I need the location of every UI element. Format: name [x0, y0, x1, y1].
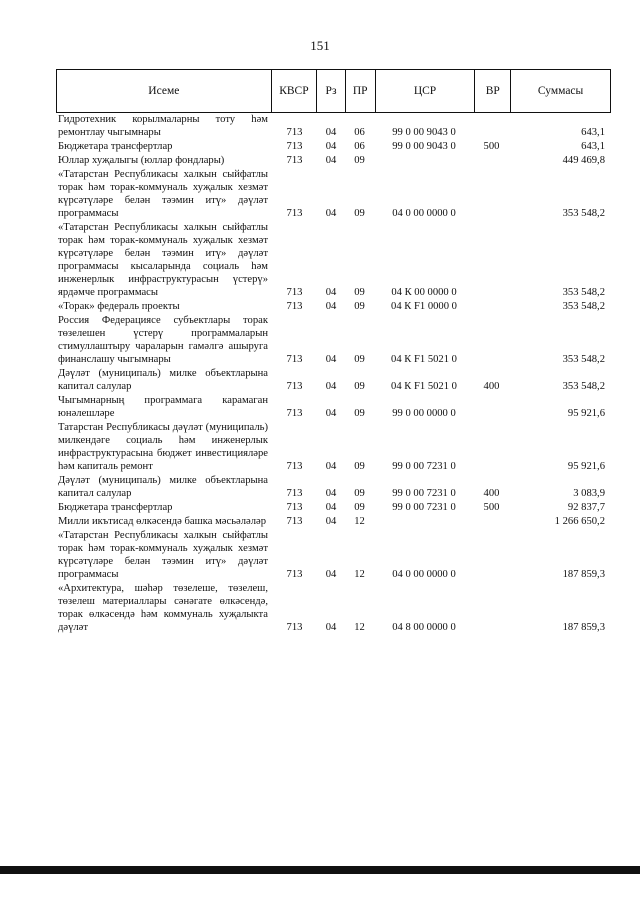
- cell-rz: 04: [325, 381, 337, 392]
- cell-vr: 500: [483, 141, 500, 152]
- cell-pr: 06: [354, 141, 365, 152]
- table-row: [56, 474, 611, 501]
- header-pr: ПР: [346, 70, 376, 112]
- cell-csr: 99 0 00 9043 0: [392, 141, 456, 152]
- table-row: [56, 221, 611, 300]
- table-row: [56, 421, 611, 474]
- table-row: [56, 515, 611, 529]
- cell-pr: 09: [354, 488, 365, 499]
- cell-pr: 06: [354, 127, 365, 138]
- cell-rz: 04: [325, 569, 337, 580]
- cell-name: «Татарстан Республикасы халкын сыйфатлы торак һәм торак-коммуналь хуҗалык хезмәт күрсәтүләре белән тәэмин итү» дәүләт программасы: [58, 530, 268, 580]
- cell-csr: 04 К F1 5021 0: [391, 381, 457, 392]
- cell-pr: 09: [354, 287, 365, 298]
- cell-vr: 400: [483, 488, 500, 499]
- cell-name: Дәүләт (муниципаль) милке объектларына капитал салулар: [58, 368, 268, 392]
- cell-rz: 04: [325, 127, 337, 138]
- cell-name: Чыгымнарның программага карамаган юнәлешләре: [58, 395, 268, 419]
- cell-sum: 95 921,6: [567, 408, 605, 419]
- cell-sum: 353 548,2: [562, 208, 605, 219]
- table-row: [56, 314, 611, 367]
- table-row: [56, 394, 611, 421]
- cell-pr: 12: [354, 516, 365, 527]
- cell-sum: 353 548,2: [562, 287, 605, 298]
- page-bottom-bar: [0, 866, 640, 874]
- cell-sum: 1 266 650,2: [554, 516, 605, 527]
- header-vr: ВР: [475, 70, 511, 112]
- cell-csr: 99 0 00 7231 0: [392, 502, 456, 513]
- table-row: [56, 501, 611, 515]
- cell-sum: 92 837,7: [567, 502, 605, 513]
- cell-csr: 04 0 00 0000 0: [392, 208, 456, 219]
- cell-name: Бюджетара трансфертлар: [58, 502, 173, 513]
- cell-csr: 04 К F1 5021 0: [391, 354, 457, 365]
- cell-pr: 09: [354, 381, 365, 392]
- cell-pr: 09: [354, 461, 365, 472]
- cell-rz: 04: [325, 516, 337, 527]
- cell-name: Бюджетара трансфертлар: [58, 141, 173, 152]
- cell-rz: 04: [325, 141, 337, 152]
- cell-pr: 09: [354, 354, 365, 365]
- table-row: [56, 154, 611, 168]
- cell-kvsr: 713: [286, 301, 303, 312]
- cell-kvsr: 713: [286, 502, 303, 513]
- cell-csr: 04 К F1 0000 0: [391, 301, 457, 312]
- table-row: [56, 529, 611, 582]
- table-row: [56, 140, 611, 154]
- cell-pr: 12: [354, 622, 365, 633]
- cell-sum: 353 548,2: [562, 354, 605, 365]
- cell-sum: 95 921,6: [567, 461, 605, 472]
- cell-kvsr: 713: [286, 461, 303, 472]
- cell-pr: 09: [354, 301, 365, 312]
- cell-pr: 09: [354, 408, 365, 419]
- table-body: [56, 113, 611, 635]
- table-row: [56, 300, 611, 314]
- cell-kvsr: 713: [286, 622, 303, 633]
- cell-rz: 04: [325, 208, 337, 219]
- cell-kvsr: 713: [286, 488, 303, 499]
- cell-kvsr: 713: [286, 516, 303, 527]
- cell-kvsr: 713: [286, 208, 303, 219]
- cell-csr: 99 0 00 7231 0: [392, 461, 456, 472]
- cell-rz: 04: [325, 622, 337, 633]
- cell-pr: 09: [354, 208, 365, 219]
- cell-kvsr: 713: [286, 141, 303, 152]
- cell-rz: 04: [325, 488, 337, 499]
- cell-kvsr: 713: [286, 155, 303, 166]
- cell-vr: 500: [483, 502, 500, 513]
- cell-pr: 12: [354, 569, 365, 580]
- cell-csr: 99 0 00 7231 0: [392, 488, 456, 499]
- cell-rz: 04: [325, 502, 337, 513]
- cell-name: Россия Федерациясе субъектлары торак төзелешен үстерү программаларын стимуллаштыру чараларын гамәлгә ашыруга финанслашу чыгымнары: [58, 315, 268, 365]
- table-row: [56, 168, 611, 221]
- cell-csr: 04 К 00 0000 0: [391, 287, 457, 298]
- cell-name: «Татарстан Республикасы халкын сыйфатлы торак һәм торак-коммуналь хуҗалык хезмәт күрсәтүләре белән тәэмин итү» дәүләт программасы: [58, 169, 268, 219]
- cell-name: «Архитектура, шәһәр төзелеше, төзелеш, төзелеш материаллары сәнәгате өлкәсендә, торак өлкәсендә һәм коммуналь хуҗалыкта дәүләт: [58, 583, 268, 633]
- cell-sum: 187 859,3: [562, 622, 605, 633]
- header-rz: Рз: [317, 70, 346, 112]
- cell-kvsr: 713: [286, 287, 303, 298]
- cell-name: Татарстан Республикасы дәүләт (муниципаль) милкендәге социаль һәм инженерлык инфраструктурасына бюджет инвестицияләре һәм капиталь ремонт: [58, 422, 268, 472]
- cell-sum: 643,1: [581, 127, 605, 138]
- cell-sum: 449 469,8: [562, 155, 605, 166]
- cell-name: «Татарстан Республикасы халкын сыйфатлы торак һәм торак-коммуналь хуҗалык хезмәт күрсәтүләре белән тәэмин итү» дәүләт программасы кысаларында социаль һәм инженерлык инфраструктурасын үстерү» ярдәмче программасы: [58, 222, 268, 298]
- cell-rz: 04: [325, 301, 337, 312]
- page-number: 151: [310, 38, 330, 53]
- cell-name: Милли икътисад өлкәсендә башка мәсьәләләр: [58, 516, 267, 527]
- cell-name: «Торак» федераль проекты: [58, 301, 180, 312]
- table-row: [56, 113, 611, 140]
- header-kvsr: КВСР: [272, 70, 318, 112]
- cell-rz: 04: [325, 155, 337, 166]
- cell-pr: 09: [354, 502, 365, 513]
- cell-csr: 04 8 00 0000 0: [392, 622, 456, 633]
- cell-sum: 643,1: [581, 141, 605, 152]
- cell-kvsr: 713: [286, 354, 303, 365]
- cell-rz: 04: [325, 354, 337, 365]
- table-header: [56, 69, 611, 113]
- header-csr: ЦСР: [376, 70, 476, 112]
- header-sum: Суммасы: [511, 70, 611, 112]
- cell-csr: 99 0 00 0000 0: [392, 408, 456, 419]
- cell-csr: 04 0 00 0000 0: [392, 569, 456, 580]
- cell-name: Гидротехник корылмаларны тоту һәм ремонтлау чыгымнары: [58, 114, 268, 138]
- cell-rz: 04: [325, 461, 337, 472]
- header-name: Исеме: [57, 70, 272, 112]
- cell-sum: 353 548,2: [562, 301, 605, 312]
- cell-name: Юллар хуҗалыгы (юллар фондлары): [58, 155, 225, 166]
- cell-vr: 400: [483, 381, 500, 392]
- cell-kvsr: 713: [286, 381, 303, 392]
- budget-table: [56, 69, 611, 635]
- table-row: [56, 582, 611, 635]
- cell-kvsr: 713: [286, 408, 303, 419]
- cell-kvsr: 713: [286, 569, 303, 580]
- cell-sum: 353 548,2: [562, 381, 605, 392]
- cell-name: Дәүләт (муниципаль) милке объектларына капитал салулар: [58, 475, 268, 499]
- cell-rz: 04: [325, 408, 337, 419]
- table-row: [56, 367, 611, 394]
- cell-sum: 187 859,3: [562, 569, 605, 580]
- cell-csr: 99 0 00 9043 0: [392, 127, 456, 138]
- cell-kvsr: 713: [286, 127, 303, 138]
- cell-rz: 04: [325, 287, 337, 298]
- cell-pr: 09: [354, 155, 365, 166]
- cell-sum: 3 083,9: [573, 488, 605, 499]
